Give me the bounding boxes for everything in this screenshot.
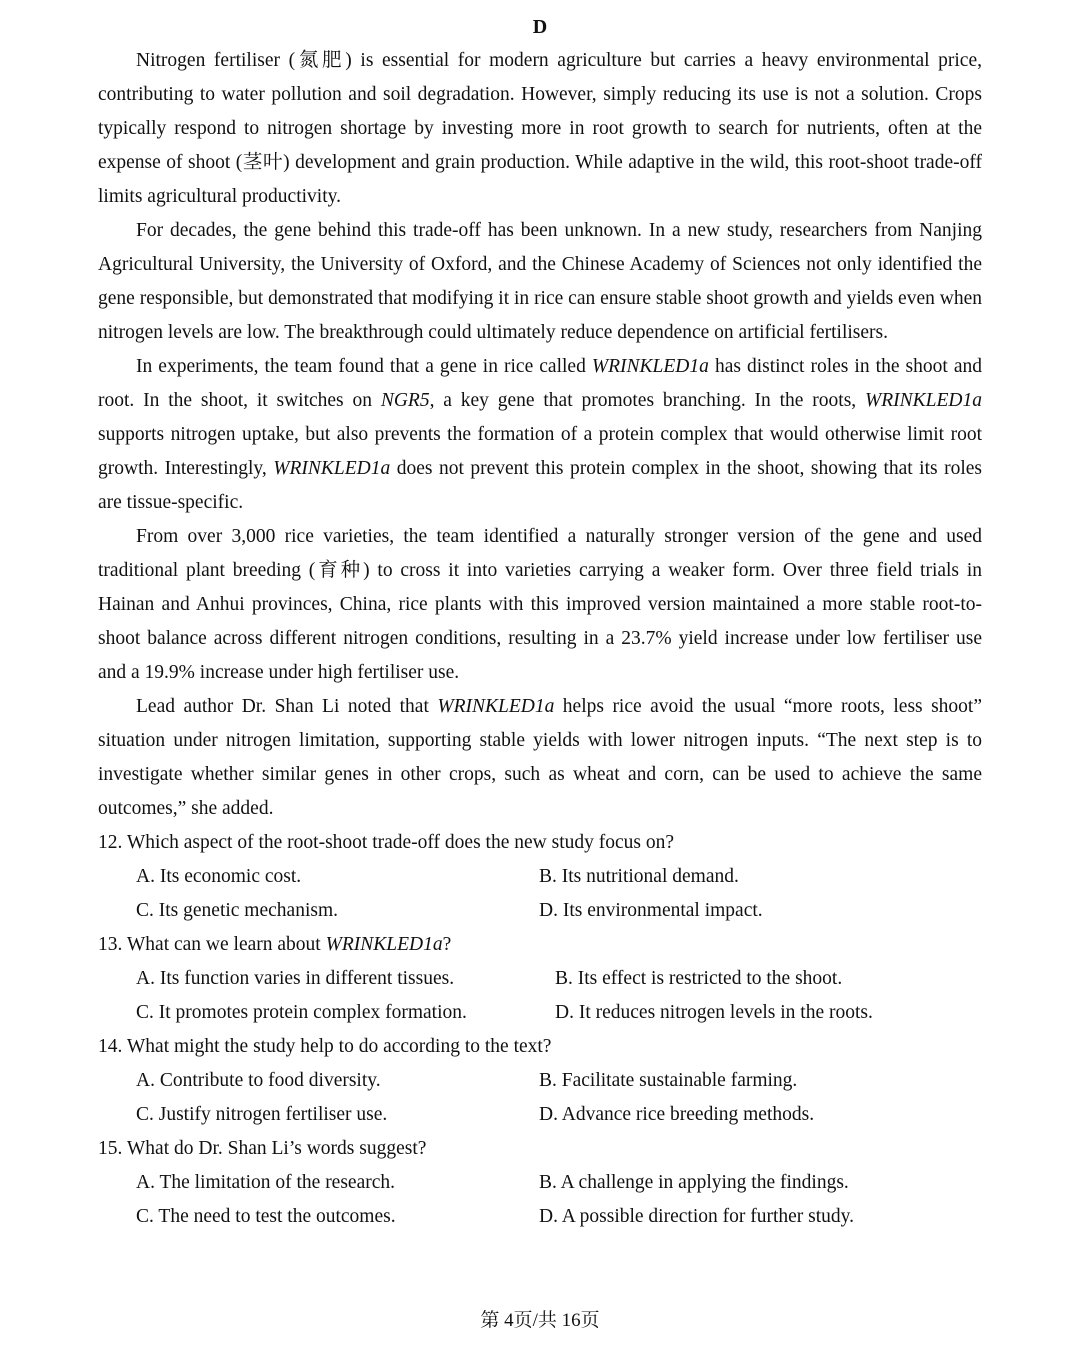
option-a[interactable]: A. Its economic cost. (136, 866, 302, 887)
option-b[interactable]: B. A challenge in applying the findings. (539, 1172, 849, 1193)
text-run: Lead author Dr. Shan Li noted that (136, 696, 438, 717)
passage-paragraph-3 (98, 350, 982, 520)
option-b[interactable]: B. Facilitate sustainable farming. (539, 1070, 798, 1091)
gene-name: WRINKLED1a (325, 934, 443, 955)
option-d[interactable]: D. Advance rice breeding methods. (539, 1104, 815, 1125)
question-15-stem: 15. What do Dr. Shan Li’s words suggest? (98, 1138, 427, 1159)
text-run: ? (442, 934, 452, 955)
question-13-stem (98, 928, 982, 962)
option-c[interactable]: C. The need to test the outcomes. (136, 1206, 396, 1227)
text-run: helps rice avoid the usual “more roots, less shoot” situation under nitrogen limitation, supporting stable yields with lower nitrogen inputs. “The next step is to investigate whether similar genes in other crops, such as wheat and corn, can be used to achieve the same outcomes,” she added. (98, 696, 983, 819)
option-d[interactable]: D. It reduces nitrogen levels in the roots. (555, 1002, 873, 1023)
text-run: supports nitrogen uptake, but also prevents the formation of a protein complex that would otherwise limit root growth. Interestingly, (98, 424, 982, 479)
option-a[interactable]: A. Contribute to food diversity. (136, 1070, 381, 1091)
passage-paragraph-1: Nitrogen fertiliser (氮肥) is essential for modern agriculture but carries a heavy environmental price, contributing to water pollution and soil degradation. However, simply reducing its use is not a solution. Crops typically respond to nitrogen shortage by investing more in root growth to search for nutrients, often at the expense of shoot (茎叶) development and grain production. While adaptive in the wild, this root-shoot trade-off limits agricultural productivity. (98, 50, 982, 207)
gene-name: NGR5 (380, 390, 430, 411)
question-14-options (98, 1064, 982, 1132)
question-15-options (98, 1166, 982, 1234)
question-12-options (98, 860, 982, 928)
option-d[interactable]: D. Its environmental impact. (539, 900, 763, 921)
question-14-stem: 14. What might the study help to do according to the text? (98, 1036, 552, 1057)
gene-name: WRINKLED1a (865, 390, 982, 411)
option-a[interactable]: A. Its function varies in different tissues. (136, 968, 455, 989)
question-13-options (98, 962, 982, 1030)
gene-name: WRINKLED1a (273, 458, 391, 479)
gene-name: WRINKLED1a (591, 356, 709, 377)
page-footer: 第 4页/共 16页 (480, 1310, 600, 1331)
option-c[interactable]: C. It promotes protein complex formation. (136, 1002, 467, 1023)
option-b[interactable]: B. Its nutritional demand. (539, 866, 739, 887)
text-run: In experiments, the team found that a gene in rice called (136, 356, 592, 377)
text-run: , a key gene that promotes branching. In the roots, (429, 390, 865, 411)
passage-paragraph-5 (98, 690, 982, 826)
text-run: 13. What can we learn about (98, 934, 326, 955)
option-c[interactable]: C. Its genetic mechanism. (136, 900, 338, 921)
passage-paragraph-4: From over 3,000 rice varieties, the team identified a naturally stronger version of the gene and used traditional plant breeding (育种) to cross it into varieties carrying a weaker form. Over three field trials in Hainan and Anhui provinces, China, rice plants with this improved version maintained a more stable root-to-shoot balance across different nitrogen conditions, resulting in a 23.7% yield increase under low fertiliser use and a 19.9% increase under high fertiliser use. (98, 526, 982, 683)
gene-name: WRINKLED1a (437, 696, 555, 717)
option-c[interactable]: C. Justify nitrogen fertiliser use. (136, 1104, 388, 1125)
option-d[interactable]: D. A possible direction for further study. (539, 1206, 855, 1227)
page-content (98, 10, 982, 1234)
text-run: does not prevent this protein complex in the shoot, showing that its roles are tissue-specific. (98, 458, 982, 513)
passage-paragraph-2: For decades, the gene behind this trade-off has been unknown. In a new study, researchers from Nanjing Agricultural University, the University of Oxford, and the Chinese Academy of Sciences not only identified the gene responsible, but demonstrated that modifying it in rice can ensure stable shoot growth and yields even when nitrogen levels are low. The breakthrough could ultimately reduce dependence on artificial fertilisers. (98, 220, 982, 343)
option-a[interactable]: A. The limitation of the research. (136, 1172, 396, 1193)
section-letter: D (532, 16, 548, 38)
text-run: has distinct roles in the shoot and root. In the shoot, it switches on (98, 356, 982, 411)
question-12-stem: 12. Which aspect of the root-shoot trade-off does the new study focus on? (98, 832, 675, 853)
option-b[interactable]: B. Its effect is restricted to the shoot. (555, 968, 843, 989)
